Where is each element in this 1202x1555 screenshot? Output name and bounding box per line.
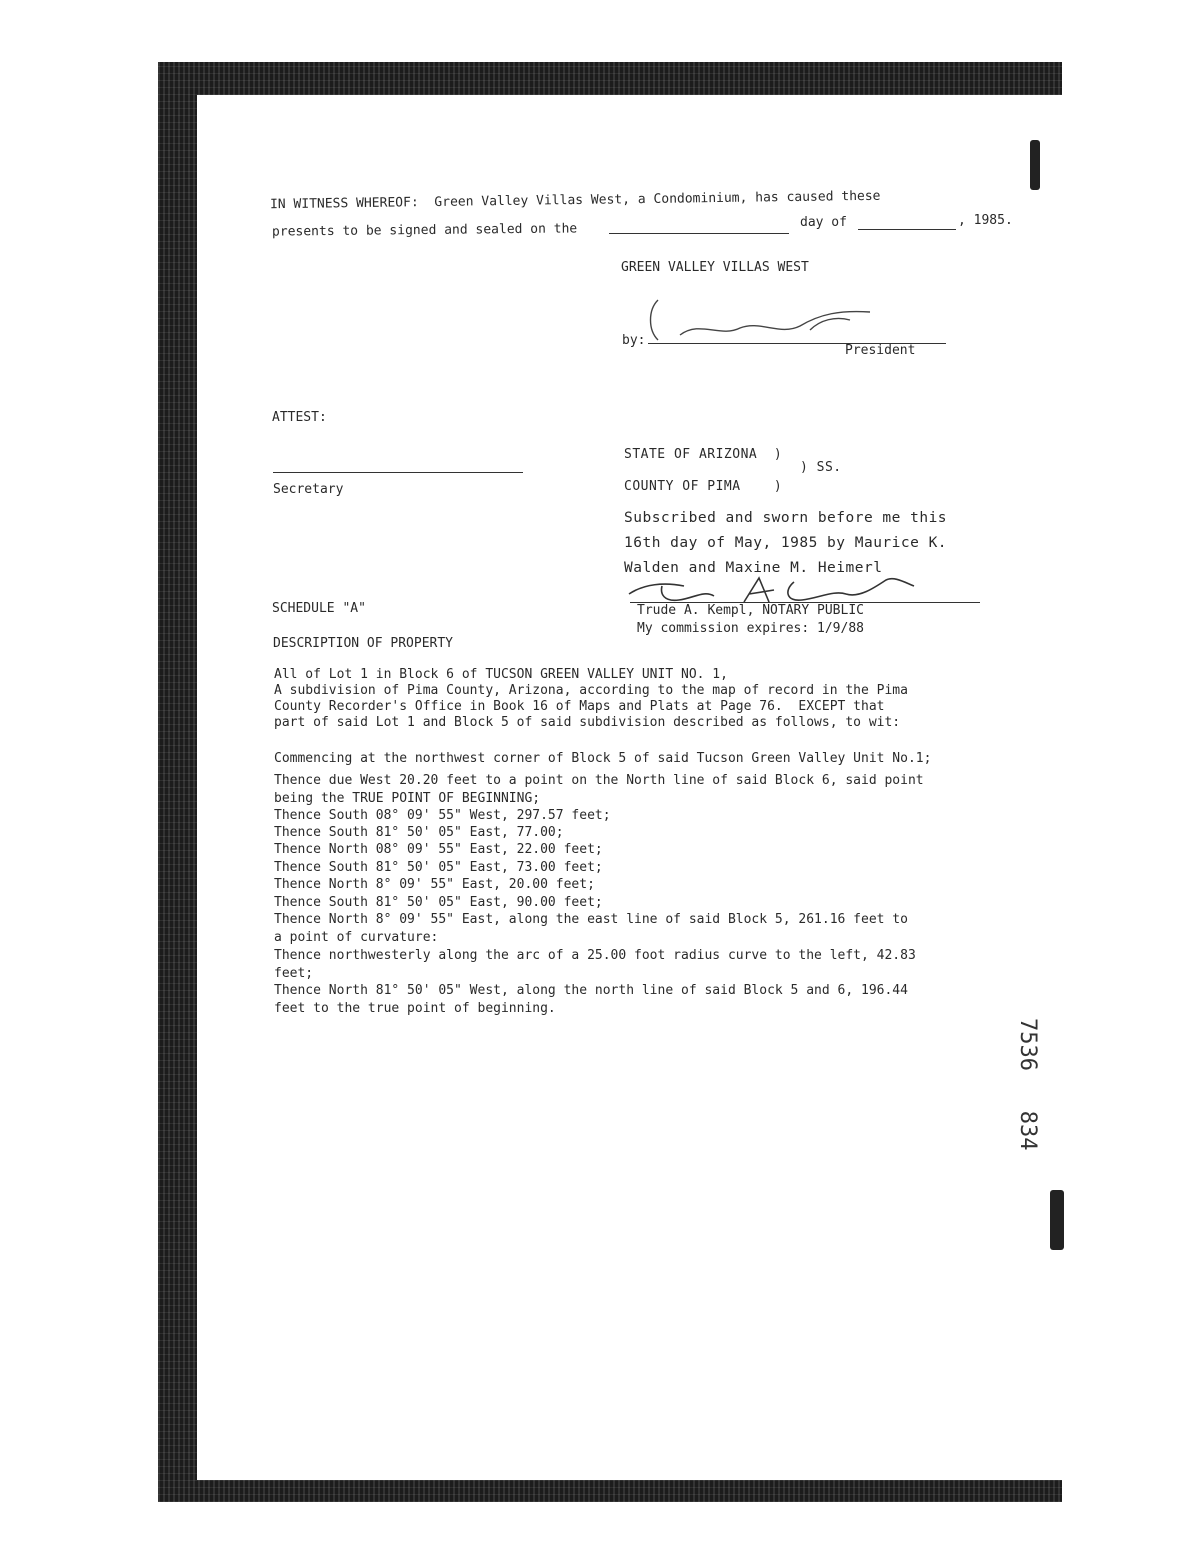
notary-ss: ) SS.	[800, 460, 842, 475]
para2-line: being the TRUE POINT OF BEGINNING;	[274, 791, 541, 806]
para2-line: Thence North 8° 09' 55" East, along the east line of said Block 5, 261.16 feet to	[274, 912, 908, 927]
para2-line: Thence South 81° 50' 05" East, 77.00;	[274, 825, 564, 840]
recording-stamp: 7536 834	[1015, 1018, 1040, 1151]
para2-line: Thence due West 20.20 feet to a point on the North line of said Block 6, said point	[274, 773, 924, 788]
attest-label: ATTEST:	[272, 410, 327, 425]
para1-line: A subdivision of Pima County, Arizona, according to the map of record in the Pima	[274, 683, 908, 698]
secretary-title: Secretary	[273, 482, 344, 497]
notary-county: COUNTY OF PIMA )	[624, 479, 783, 494]
para2-line: Thence South 81° 50' 05" East, 90.00 feet;	[274, 895, 603, 910]
para2-line: Thence North 08° 09' 55" East, 22.00 feet;	[274, 842, 603, 857]
entity-name: GREEN VALLEY VILLAS WEST	[621, 260, 809, 275]
notary-sworn-2: 16th day of May, 1985 by Maurice K.	[624, 535, 948, 551]
by-label: by:	[622, 333, 646, 348]
para1-line: All of Lot 1 in Block 6 of TUCSON GREEN VALLEY UNIT NO. 1,	[274, 667, 728, 682]
date-blank-month	[858, 229, 956, 230]
para2-line: feet to the true point of beginning.	[274, 1001, 556, 1016]
para1-line: County Recorder's Office in Book 16 of Maps and Plats at Page 76. EXCEPT that	[274, 699, 885, 714]
schedule-title: SCHEDULE "A"	[272, 601, 366, 616]
witness-line-2: presents to be signed and sealed on the	[271, 221, 578, 240]
secretary-signature-line	[273, 472, 523, 473]
para2-line: Commencing at the northwest corner of Block 5 of said Tucson Green Valley Unit No.1;	[274, 751, 932, 766]
para2-line: a point of curvature:	[274, 930, 439, 945]
notary-name: Trude A. Kempl, NOTARY PUBLIC	[637, 603, 864, 618]
notary-sworn-1: Subscribed and sworn before me this	[624, 510, 948, 526]
year-label: , 1985.	[958, 213, 1013, 228]
para2-line: feet;	[274, 966, 314, 981]
schedule-subtitle: DESCRIPTION OF PROPERTY	[273, 636, 454, 651]
para2-line: Thence North 81° 50' 05" West, along the north line of said Block 5 and 6, 196.44	[274, 983, 908, 998]
para2-line: Thence South 08° 09' 55" West, 297.57 feet;	[274, 808, 611, 823]
president-signature	[640, 290, 910, 350]
para1-line: part of said Lot 1 and Block 5 of said subdivision described as follows, to wit:	[274, 715, 901, 730]
day-of-label: day of	[800, 215, 847, 230]
date-blank-day	[609, 233, 789, 234]
notary-state: STATE OF ARIZONA )	[624, 447, 783, 462]
punch-mark-bottom	[1050, 1190, 1064, 1250]
notary-commission: My commission expires: 1/9/88	[637, 621, 864, 636]
para2-line: Thence northwesterly along the arc of a 25.00 foot radius curve to the left, 42.83	[274, 948, 916, 963]
notary-sworn-3: Walden and Maxine M. Heimerl	[624, 560, 883, 576]
president-title: President	[845, 343, 916, 358]
punch-mark-top	[1030, 140, 1040, 190]
witness-line-1: IN WITNESS WHEREOF: Green Valley Villas West, a Condominium, has caused these	[269, 188, 881, 213]
para2-line: Thence South 81° 50' 05" East, 73.00 feet;	[274, 860, 603, 875]
para2-line: Thence North 8° 09' 55" East, 20.00 feet;	[274, 877, 595, 892]
